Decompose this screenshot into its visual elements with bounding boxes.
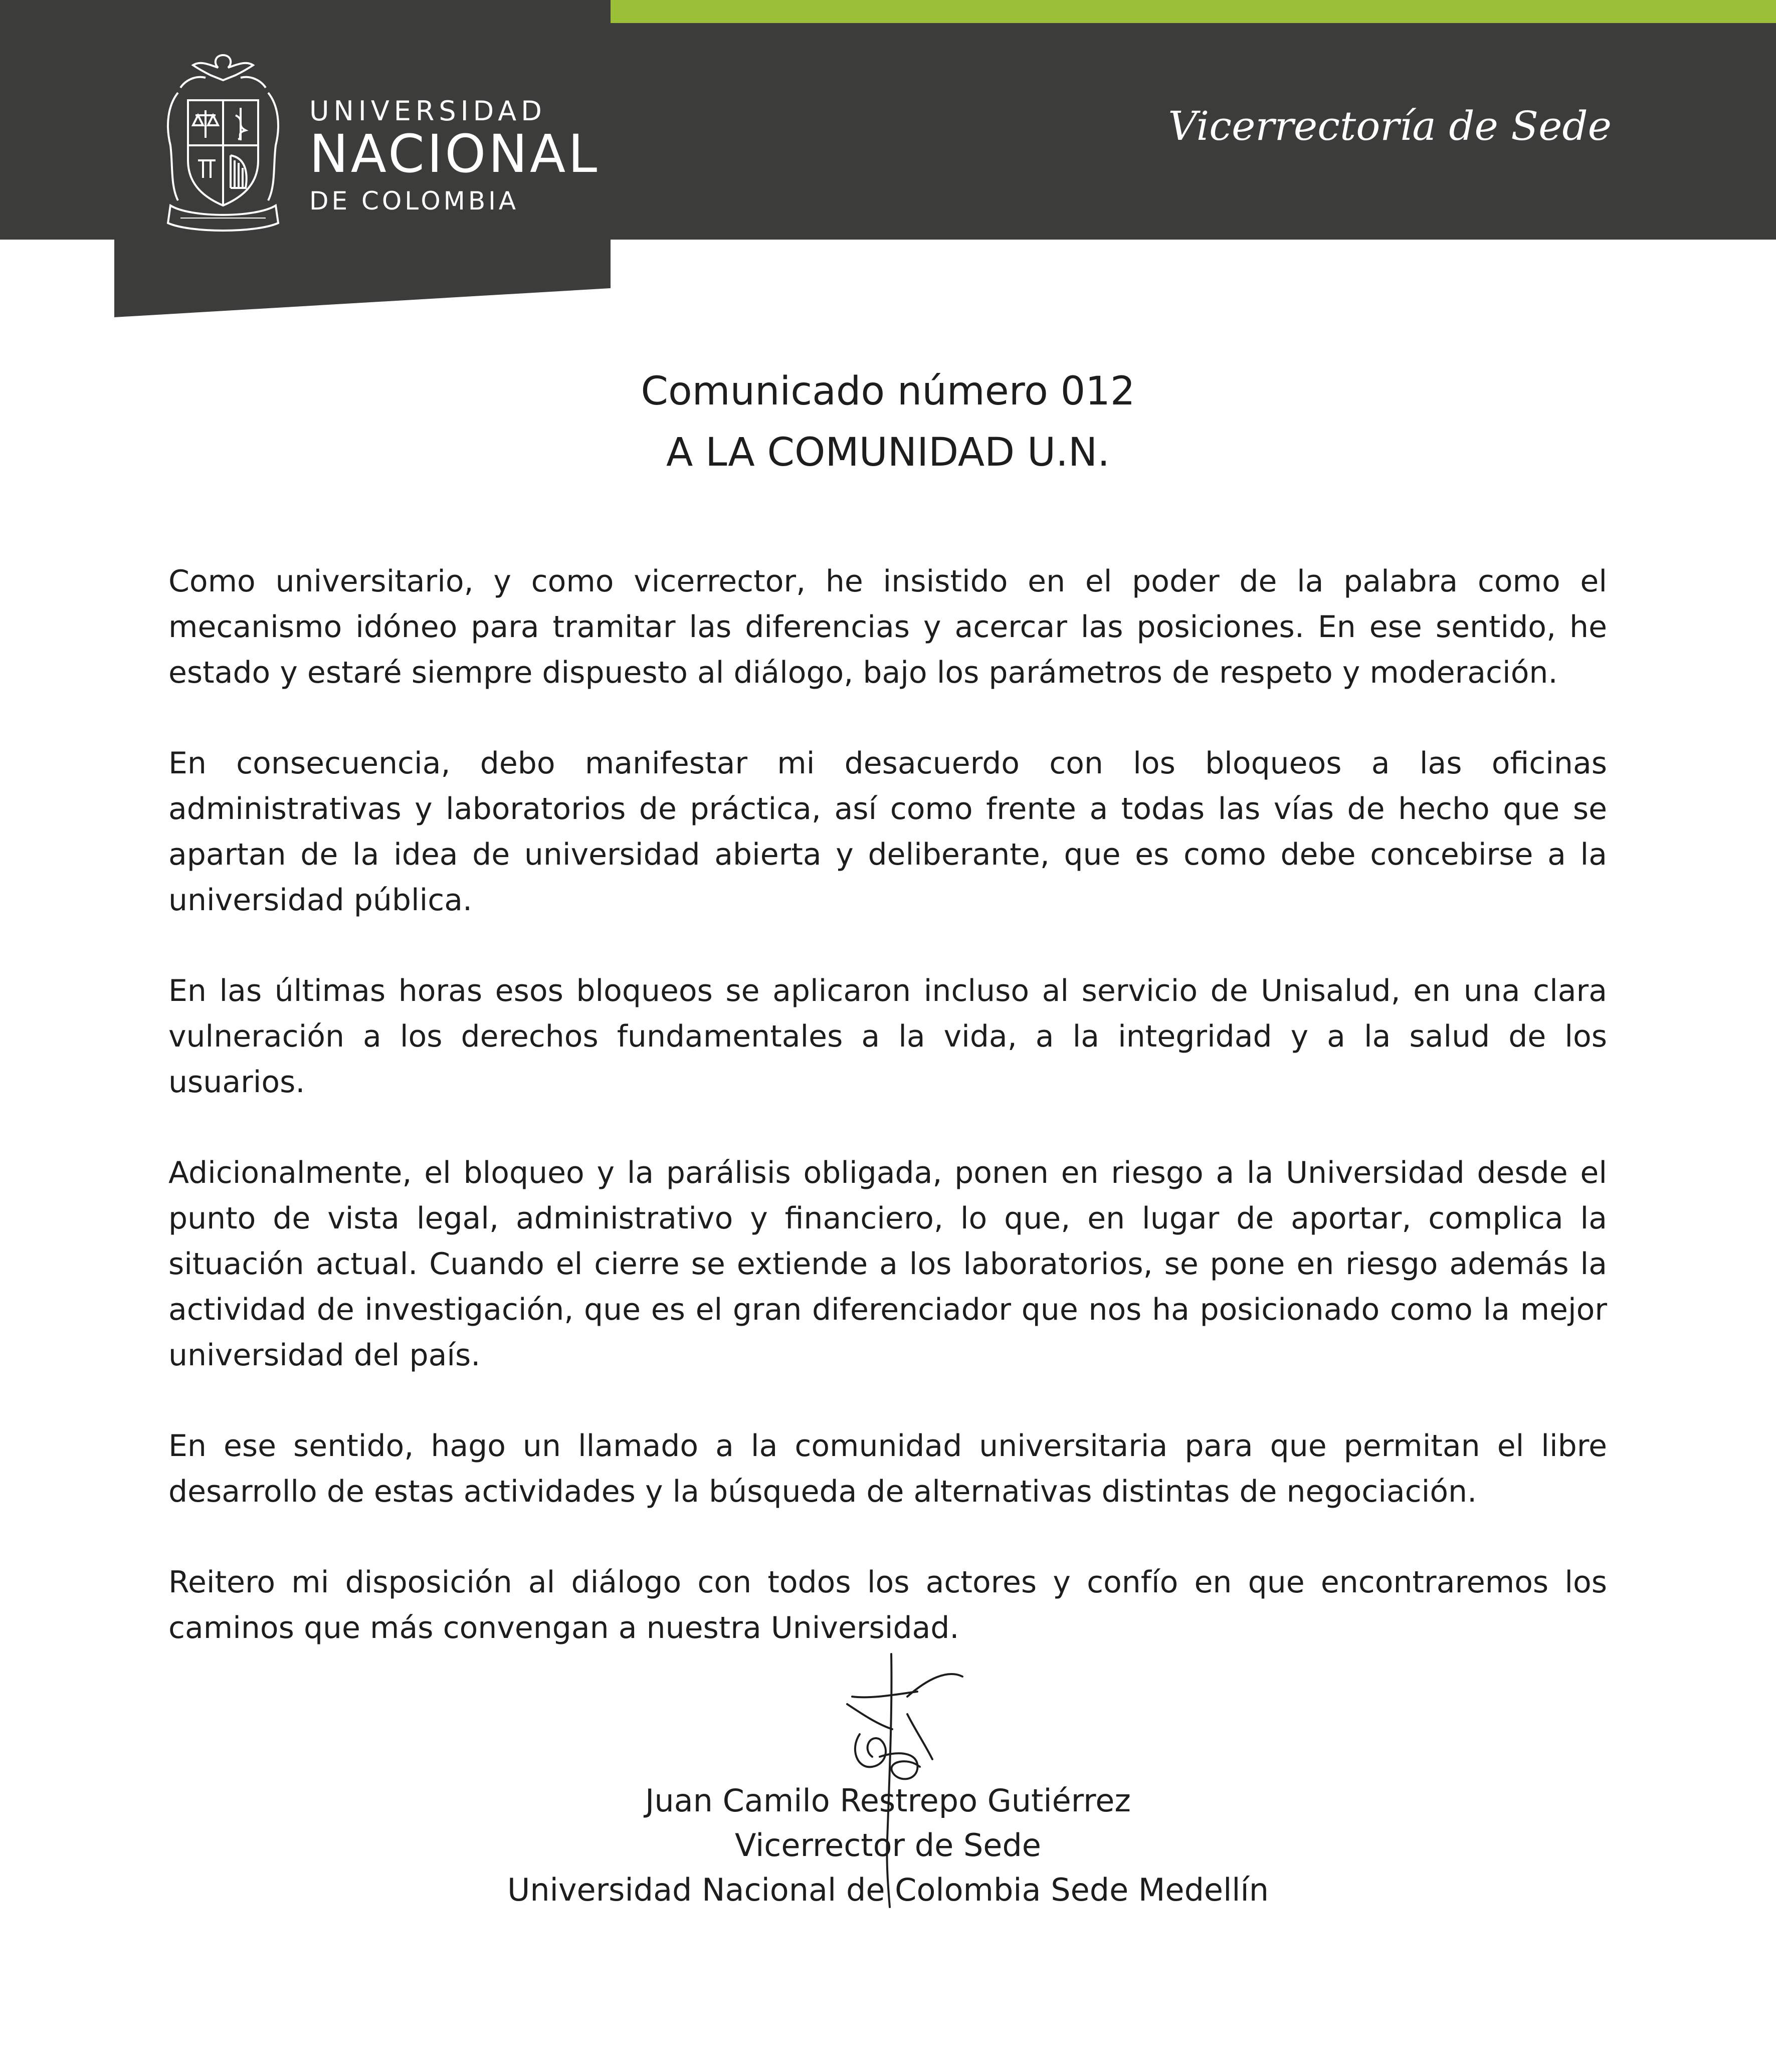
signer-institution: Universidad Nacional de Colombia Sede Medellín xyxy=(507,1872,1269,1908)
body-paragraph: En consecuencia, debo manifestar mi desacuerdo con los bloqueos a las oficinas administrativas y laboratorios de práctica, así como frente a todas las vías de hecho que se apartan de la idea de universidad abierta y deliberante, que es como debe concebirse a la universidad pública. xyxy=(168,746,1607,918)
document-title xyxy=(0,361,1776,483)
body-paragraph: Reitero mi disposición al diálogo con todos los actores y confío en que encontraremos los caminos que más convengan a nuestra Universidad. xyxy=(168,1565,1607,1645)
title-line-2: A LA COMUNIDAD U.N. xyxy=(666,430,1110,475)
logo-line-universidad: UNIVERSIDAD xyxy=(309,95,546,127)
signature-block xyxy=(0,1778,1776,1912)
body-paragraph: Adicionalmente, el bloqueo y la parálisis obligada, ponen en riesgo a la Universidad desde el punto de vista legal, administrativo y financiero, lo que, en lugar de aportar, complica la situación actual. Cuando el cierre se extiende a los laboratorios, se pone en riesgo además la actividad de investigación, que es el gran diferenciador que nos ha posicionado como la mejor universidad del país. xyxy=(168,1155,1607,1373)
signer-position: Vicerrector de Sede xyxy=(735,1827,1041,1863)
logo-line-de-colombia: DE COLOMBIA xyxy=(309,186,519,216)
logo-line-nacional: NACIONAL xyxy=(309,123,600,184)
university-coat-of-arms-icon xyxy=(150,45,296,246)
body-paragraph: Como universitario, y como vicerrector, he insistido en el poder de la palabra como el mecanismo idóneo para tramitar las diferencias y acercar las posiciones. En ese sentido, he estado y estaré siempre dispuesto al diálogo, bajo los parámetros de respeto y moderación. xyxy=(168,564,1607,690)
signer-name: Juan Camilo Restrepo Gutiérrez xyxy=(645,1782,1131,1819)
title-line-1: Comunicado número 012 xyxy=(641,369,1135,414)
unit-name: Vicerrectoría de Sede xyxy=(1168,103,1612,149)
body-paragraph: En las últimas horas esos bloqueos se aplicaron incluso al servicio de Unisalud, en una clara vulneración a los derechos fundamentales a la vida, a la integridad y a la salud de los usuarios. xyxy=(168,973,1607,1100)
header-accent-bar xyxy=(611,0,1776,23)
body-paragraph: En ese sentido, hago un llamado a la comunidad universitaria para que permitan el libre desarrollo de estas actividades y la búsqueda de alternativas distintas de negociación. xyxy=(168,1428,1607,1509)
letter-body xyxy=(168,559,1607,1696)
